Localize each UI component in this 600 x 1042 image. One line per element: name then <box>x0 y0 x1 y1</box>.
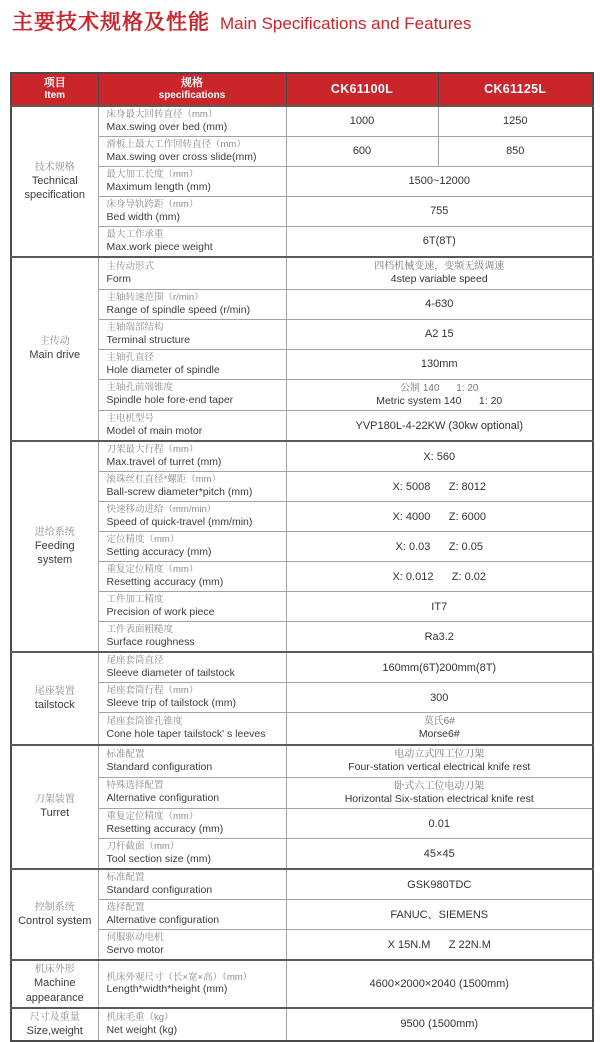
value-line: 1500~12000 <box>408 175 470 188</box>
spec-label-en: Ball-screw diameter*pitch (mm) <box>106 486 253 499</box>
spec-label-zh: 重复定位精度（mm） <box>106 811 199 823</box>
header-item-zh: 项目 <box>43 77 66 90</box>
table-row <box>11 197 593 227</box>
value-cell <box>286 900 593 930</box>
value-cell <box>286 930 593 961</box>
value-line: FANUC、SIEMENS <box>390 908 489 921</box>
table-row <box>11 652 593 683</box>
section-item-cell <box>11 257 98 441</box>
value-cell <box>286 502 593 532</box>
section-item-label-en: Turret <box>40 807 70 820</box>
spec-label-cell <box>98 137 286 167</box>
section-item-cell <box>11 960 98 1008</box>
spec-label-en: Standard configuration <box>106 884 213 897</box>
spec-label-zh: 标准配置 <box>106 748 145 760</box>
value-line: 0.01 <box>428 817 450 830</box>
spec-label-cell <box>98 349 286 379</box>
spec-label-cell <box>98 930 286 961</box>
spec-label-en: Length*width*height (mm) <box>106 983 228 996</box>
spec-label-zh: 最大加工长度（mm） <box>106 169 199 180</box>
value-line: 公制 140 1: 20 <box>400 382 479 394</box>
section-item-cell <box>11 441 98 652</box>
header-model-ck61100l: CK61100L <box>286 73 438 106</box>
spec-label-cell <box>98 411 286 442</box>
value-cell <box>286 1008 593 1041</box>
spec-label-zh: 机床毛重（kg） <box>106 1011 174 1023</box>
header-item-en: Item <box>44 90 66 102</box>
spec-label-cell <box>98 319 286 349</box>
section-item-label-zh: 刀架装置 <box>34 794 75 806</box>
section-item-label-zh: 技术规格 <box>34 161 75 173</box>
spec-label-cell <box>98 289 286 319</box>
spec-label-cell <box>98 869 286 900</box>
value-cell <box>286 289 593 319</box>
value-line: X: 4000 Z: 6000 <box>392 510 487 523</box>
value-line: 9500 (1500mm) <box>400 1018 479 1031</box>
spec-label-en: Sleeve diameter of tailstock <box>106 667 235 680</box>
value-line: 755 <box>430 205 449 218</box>
value-line: X: 0.012 Z: 0.02 <box>392 570 487 583</box>
value-cell: 850 <box>438 137 593 167</box>
value-line: 45×45 <box>423 847 455 860</box>
value-cell <box>286 379 593 411</box>
value-cell <box>286 167 593 197</box>
table-row <box>11 319 593 349</box>
value-cell <box>286 349 593 379</box>
value-cell <box>286 809 593 839</box>
table-row <box>11 809 593 839</box>
value-line: YVP180L-4-22KW (30kw optional) <box>355 419 524 432</box>
value-cell <box>286 257 593 289</box>
value-cell <box>286 227 593 258</box>
spec-label-cell <box>98 106 286 137</box>
spec-label-cell <box>98 592 286 622</box>
section-item-label-zh: 尺寸及重量 <box>29 1011 80 1023</box>
spec-label-en: Terminal structure <box>106 333 190 346</box>
value-cell: 1250 <box>438 106 593 137</box>
spec-label-en: Resetting accuracy (mm) <box>106 576 224 589</box>
spec-label-cell <box>98 167 286 197</box>
value-cell: 1000 <box>286 106 438 137</box>
table-row <box>11 1008 593 1041</box>
section-item-label-en: Main drive <box>29 349 81 362</box>
value-cell <box>286 777 593 809</box>
section-item-label-en: tailstock <box>34 698 75 711</box>
value-cell <box>286 622 593 653</box>
table-row <box>11 683 593 713</box>
value-cell <box>286 839 593 870</box>
spec-label-cell <box>98 227 286 258</box>
specifications-table <box>10 72 594 1042</box>
spec-label-zh: 主轴孔前端锥度 <box>106 382 174 394</box>
value-line: X: 0.03 Z: 0.05 <box>395 540 483 553</box>
table-row <box>11 592 593 622</box>
header-specifications-zh: 规格 <box>181 77 203 90</box>
table-row <box>11 713 593 745</box>
spec-label-en: Speed of quick-travel (mm/min) <box>106 516 253 529</box>
value-cell <box>286 713 593 745</box>
spec-label-zh: 尾座套筒锥孔锥度 <box>106 716 183 728</box>
spec-label-zh: 尾座套筒行程（mm） <box>106 685 199 697</box>
spec-label-zh: 选择配置 <box>106 902 145 914</box>
header-specifications <box>98 73 286 106</box>
spec-label-en: Range of spindle speed (r/min) <box>106 303 251 316</box>
table-row <box>11 379 593 411</box>
spec-label-zh: 滑板上最大工作回转直径（mm） <box>106 139 246 150</box>
section-item-label-zh: 机床外形 <box>34 964 75 976</box>
value-cell <box>286 652 593 683</box>
value-line: 四档机械变速，变频无级调速 <box>374 261 505 272</box>
page-title <box>12 6 592 36</box>
spec-label-en: Alternative configuration <box>106 914 220 927</box>
spec-label-zh: 机床外观尺寸（长×宽×高）（mm） <box>106 971 253 983</box>
spec-label-zh: 主传动形式 <box>106 260 155 272</box>
value-line: 莫氏6# <box>423 716 455 728</box>
spec-label-en: Resetting accuracy (mm) <box>106 823 224 836</box>
table-row <box>11 349 593 379</box>
spec-label-en: Maximum length (mm) <box>106 180 211 193</box>
value-cell <box>286 592 593 622</box>
spec-label-zh: 定位精度（mm） <box>106 534 180 546</box>
table-row <box>11 745 593 777</box>
table-row <box>11 777 593 809</box>
spec-label-cell <box>98 960 286 1008</box>
spec-label-cell <box>98 777 286 809</box>
value-cell <box>286 411 593 442</box>
value-line: X: 5008 Z: 8012 <box>392 480 487 493</box>
value-line: A2 15 <box>424 327 454 340</box>
value-line: 4step variable speed <box>390 273 488 285</box>
section-item-label-zh: 主传动 <box>39 336 70 348</box>
spec-label-zh: 床身最大回转直径（mm） <box>106 109 218 120</box>
value-cell <box>286 683 593 713</box>
section-item-label-en: Feeding system <box>34 539 75 567</box>
value-line: X: 560 <box>423 450 456 463</box>
table-row <box>11 930 593 961</box>
table-row <box>11 532 593 562</box>
spec-label-en: Net weight (kg) <box>106 1023 178 1036</box>
table-row <box>11 839 593 870</box>
value-line: Metric system 140 1: 20 <box>376 394 503 407</box>
section-item-label-zh: 进给系统 <box>34 526 75 538</box>
section-item-cell <box>11 652 98 745</box>
spec-label-zh: 主轴孔直径 <box>106 351 155 363</box>
spec-label-en: Standard configuration <box>106 760 213 773</box>
header-model-ck61125l: CK61125L <box>438 73 593 106</box>
spec-label-en: Tool section size (mm) <box>106 853 211 866</box>
table-row <box>11 441 593 472</box>
value-line: IT7 <box>431 600 448 613</box>
value-line: X 15N.M Z 22N.M <box>387 938 491 951</box>
header-item <box>11 73 98 106</box>
spec-label-cell <box>98 441 286 472</box>
value-line: 4-630 <box>425 297 454 310</box>
table-row <box>11 227 593 258</box>
value-cell: 600 <box>286 137 438 167</box>
spec-label-zh: 特殊选择配置 <box>106 780 164 792</box>
value-line: GSK980TDC <box>407 878 472 891</box>
table-row <box>11 472 593 502</box>
spec-label-cell <box>98 1008 286 1041</box>
table-row <box>11 502 593 532</box>
spec-label-cell <box>98 745 286 777</box>
spec-label-en: Max.swing over bed (mm) <box>106 120 228 133</box>
spec-label-en: Max.swing over cross slide(mm) <box>106 150 257 163</box>
spec-label-cell <box>98 622 286 653</box>
table-row <box>11 960 593 1008</box>
table-row <box>11 622 593 653</box>
table-row <box>11 289 593 319</box>
spec-label-zh: 标准配置 <box>106 872 145 884</box>
spec-label-en: Hole diameter of spindle <box>106 363 220 376</box>
spec-label-zh: 床身导轨跨距（mm） <box>106 199 199 210</box>
section-item-cell <box>11 1008 98 1041</box>
spec-label-cell <box>98 839 286 870</box>
spec-label-zh: 刀架最大行程（mm） <box>106 444 199 456</box>
table-row <box>11 562 593 592</box>
spec-label-en: Form <box>106 272 131 285</box>
spec-label-en: Max.work piece weight <box>106 240 213 253</box>
spec-label-cell <box>98 683 286 713</box>
table-row <box>11 257 593 289</box>
spec-label-en: Spindle hole fore-end taper <box>106 394 234 407</box>
spec-label-cell <box>98 713 286 745</box>
value-line: 300 <box>430 691 449 704</box>
value-line: 4600×2000×2040 (1500mm) <box>369 977 509 990</box>
page-title-zh: 主要技术规格及性能 <box>12 11 210 34</box>
value-cell <box>286 562 593 592</box>
spec-label-zh: 滚珠丝杠直径*螺距（mm） <box>106 474 222 486</box>
spec-label-cell <box>98 562 286 592</box>
spec-label-zh: 伺服驱动电机 <box>106 932 164 944</box>
spec-label-en: Cone hole taper tailstock' s leeves <box>106 727 266 740</box>
section-item-cell <box>11 106 98 257</box>
value-cell <box>286 869 593 900</box>
spec-label-zh: 尾座套筒直径 <box>106 655 164 667</box>
table-header-row <box>11 73 593 106</box>
value-line: Four-station vertical electrical knife rest <box>348 760 531 773</box>
value-line: Morse6# <box>418 728 460 741</box>
spec-label-en: Servo motor <box>106 944 164 957</box>
section-item-label-en: Machine appearance <box>25 977 84 1004</box>
spec-label-cell <box>98 379 286 411</box>
table-row <box>11 411 593 442</box>
spec-label-zh: 最大工作承重 <box>106 229 164 240</box>
spec-label-en: Surface roughness <box>106 636 195 649</box>
spec-label-cell <box>98 197 286 227</box>
spec-label-zh: 重复定位精度（mm） <box>106 564 199 576</box>
section-item-label-en: Technical specification <box>24 174 86 201</box>
spec-label-zh: 快速移动进给（mm/min） <box>106 504 217 516</box>
table-row <box>11 900 593 930</box>
spec-label-en: Max.travel of turret (mm) <box>106 456 222 469</box>
spec-label-en: Precision of work piece <box>106 606 215 619</box>
value-cell <box>286 745 593 777</box>
spec-label-en: Sleeve trip of tailstock (mm) <box>106 697 237 710</box>
spec-label-cell <box>98 652 286 683</box>
value-line: 电动立式四工位刀架 <box>394 748 485 760</box>
section-item-label-en: Control system <box>18 915 92 928</box>
spec-label-zh: 刀杆截面（mm） <box>106 841 180 853</box>
spec-label-en: Alternative configuration <box>106 792 220 805</box>
section-item-cell <box>11 745 98 869</box>
header-specifications-en: specifications <box>158 90 226 102</box>
spec-label-cell <box>98 809 286 839</box>
value-line: 130mm <box>420 357 458 370</box>
value-cell <box>286 197 593 227</box>
spec-label-cell <box>98 257 286 289</box>
table-body <box>11 106 593 1041</box>
section-item-label-zh: 控制系统 <box>34 902 75 914</box>
table-row <box>11 106 593 137</box>
spec-label-en: Model of main motor <box>106 425 203 438</box>
value-line: 6T(8T) <box>422 235 456 248</box>
section-item-label-en: Size,weight <box>26 1024 83 1037</box>
spec-label-zh: 主轴端部结构 <box>106 321 164 333</box>
spec-label-cell <box>98 900 286 930</box>
spec-label-cell <box>98 472 286 502</box>
spec-label-cell <box>98 502 286 532</box>
value-cell <box>286 441 593 472</box>
value-cell <box>286 532 593 562</box>
table-row <box>11 869 593 900</box>
value-line: Horizontal Six-station electrical knife rest <box>344 792 534 805</box>
value-cell <box>286 319 593 349</box>
spec-label-zh: 工件表面粗糙度 <box>106 624 174 636</box>
spec-label-zh: 主轴转速范围（r/min） <box>106 291 204 303</box>
value-line: 卧式六工位电动刀架 <box>394 780 485 792</box>
value-line: Ra3.2 <box>424 630 454 643</box>
table-row <box>11 167 593 197</box>
spec-label-cell <box>98 532 286 562</box>
section-item-label-zh: 尾座装置 <box>34 685 75 697</box>
spec-label-zh: 工件加工精度 <box>106 594 164 606</box>
value-cell <box>286 960 593 1008</box>
spec-label-en: Bed width (mm) <box>106 210 181 223</box>
page-title-en: Main Specifications and Features <box>220 14 472 33</box>
value-cell <box>286 472 593 502</box>
value-line: 160mm(6T)200mm(8T) <box>382 661 497 674</box>
spec-label-en: Setting accuracy (mm) <box>106 546 212 559</box>
section-item-cell <box>11 869 98 960</box>
table-row <box>11 137 593 167</box>
spec-label-zh: 主电机型号 <box>106 413 155 425</box>
